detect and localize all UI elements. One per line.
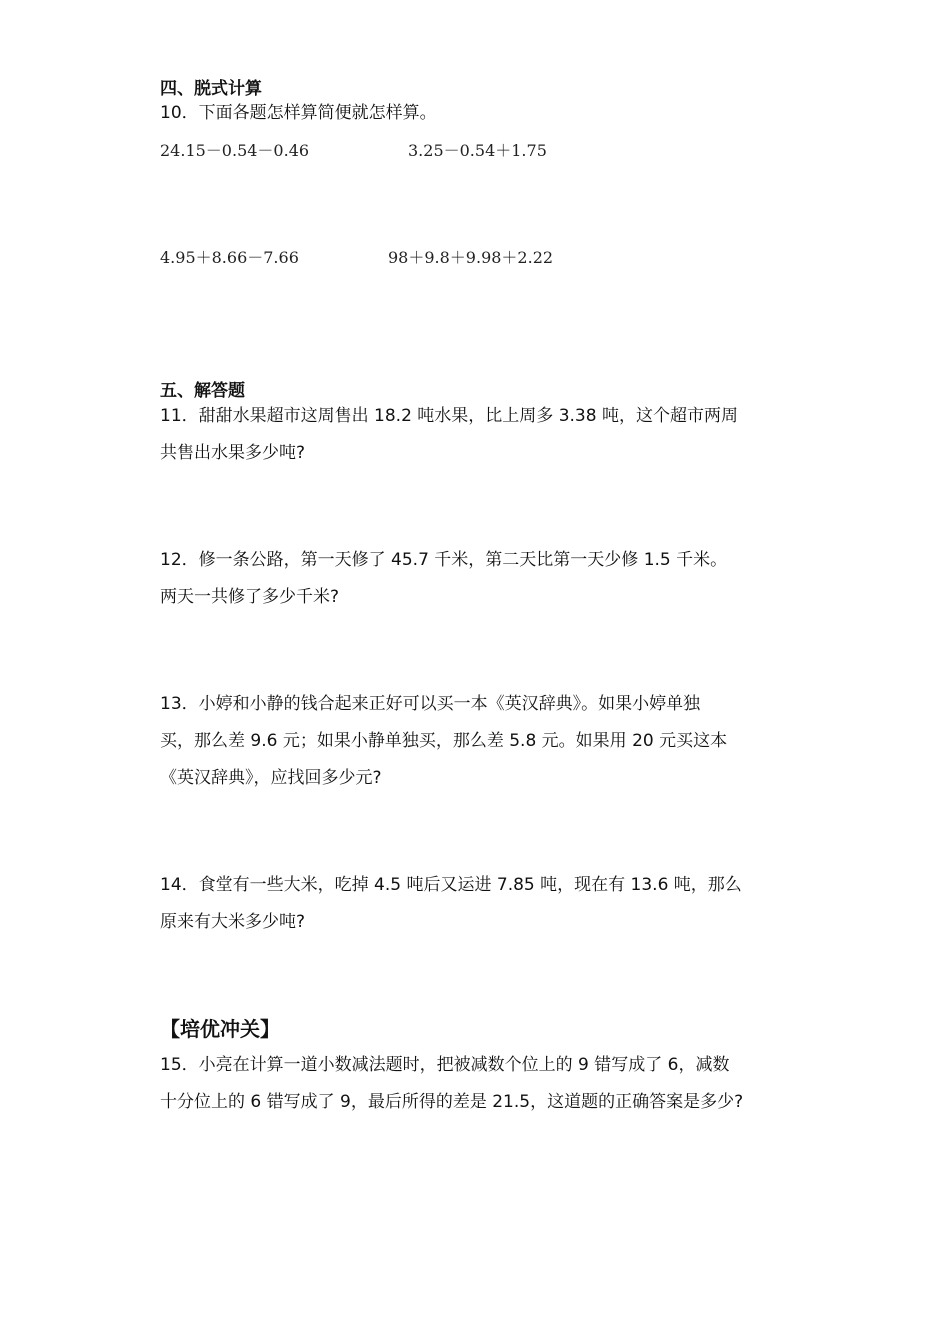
question-10-prompt: 10．下面各题怎样算简便就怎样算。 — [160, 103, 437, 123]
section-heading-advanced: 【培优冲关】 — [160, 1017, 280, 1041]
question-13-line-2: 买，那么差 9.6 元；如果小静单独买，那么差 5.8 元。如果用 20 元买这本 — [160, 731, 728, 751]
expression-2: 3.25－0.54＋1.75 — [408, 141, 547, 160]
question-12-line-1: 12．修一条公路，第一天修了 45.7 千米，第二天比第一天少修 1.5 千米。 — [160, 550, 728, 570]
question-12-line-2: 两天一共修了多少千米? — [160, 587, 340, 607]
question-13-line-1: 13．小婷和小静的钱合起来正好可以买一本《英汉辞典》。如果小婷单独 — [160, 694, 701, 714]
question-14-line-2: 原来有大米多少吨? — [160, 912, 306, 932]
section-heading-word-problems: 五、解答题 — [160, 381, 245, 401]
question-11-line-1: 11．甜甜水果超市这周售出 18.2 吨水果，比上周多 3.38 吨，这个超市两周 — [160, 406, 738, 426]
expression-3: 4.95＋8.66－7.66 — [160, 248, 299, 267]
expression-1: 24.15－0.54－0.46 — [160, 141, 310, 160]
question-13-line-3: 《英汉辞典》，应找回多少元? — [160, 768, 382, 788]
expression-4: 98＋9.8＋9.98＋2.22 — [388, 248, 554, 267]
section-heading-calculation: 四、脱式计算 — [160, 79, 262, 99]
question-15-line-1: 15．小亮在计算一道小数减法题时，把被减数个位上的 9 错写成了 6，减数 — [160, 1055, 730, 1075]
question-15-line-2: 十分位上的 6 错写成了 9，最后所得的差是 21.5，这道题的正确答案是多少? — [160, 1092, 744, 1112]
question-11-line-2: 共售出水果多少吨? — [160, 443, 306, 463]
question-14-line-1: 14．食堂有一些大米，吃掉 4.5 吨后又运进 7.85 吨，现在有 13.6 吨，那么 — [160, 875, 742, 895]
